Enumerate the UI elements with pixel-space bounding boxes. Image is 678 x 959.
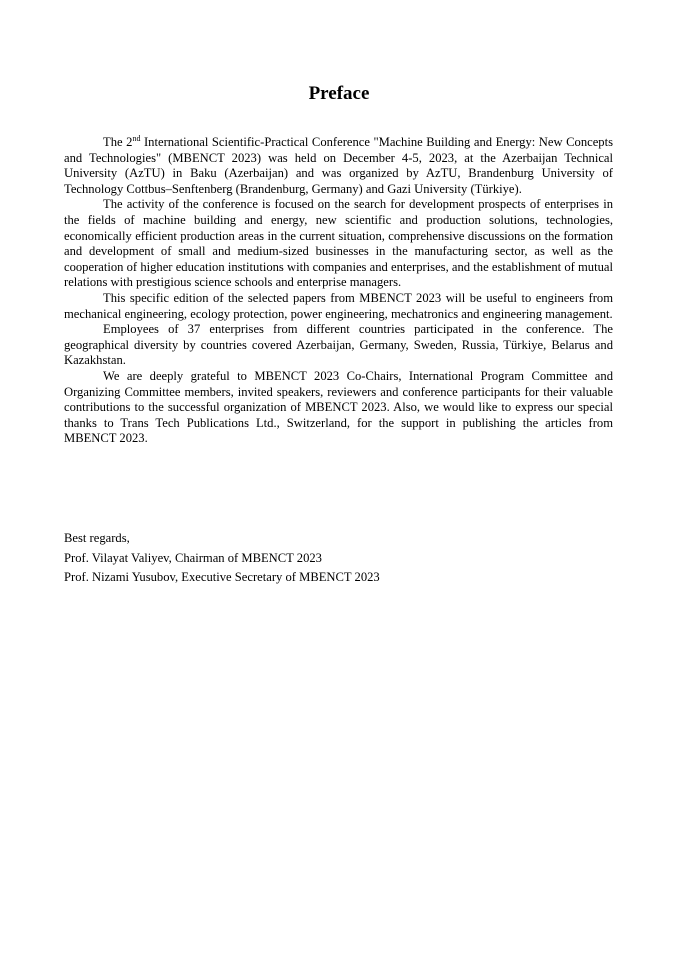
signature-block bbox=[64, 529, 613, 588]
paragraph-text: International Scientific-Practical Conference "Machine Building and Energy: New Concepts and Technologies" (MBENCT 2023) was held on December 4-5, 2023, at the Azerbaijan Technical University (AzTU) in Baku (Azerbaijan) and was organized by AzTU, Brandenburg University of Technology Cottbus–Senftenberg (Brandenburg, Germany) and Gazi University (Türkiye). bbox=[64, 135, 613, 196]
paragraph-edition-usefulness: This specific edition of the selected papers from MBENCT 2023 will be useful to engineers from mechanical engineering, ecology protection, power engineering, mechatronics and engineering management. bbox=[64, 290, 613, 321]
paragraph-conference-focus: The activity of the conference is focused on the search for development prospects of enterprises in the fields of machine building and energy, new scientific and production solutions, technologies, economically efficient production areas in the current situation, comprehensive discussions on the formation and development of small and medium-sized businesses in the manufacturing sector, as well as the cooperation of higher education institutions with companies and enterprises, and the establishment of mutual relations with prestigious science schools and enterprise managers. bbox=[64, 197, 613, 290]
signer-chairman: Prof. Vilayat Valiyev, Chairman of MBENCT 2023 bbox=[64, 550, 322, 565]
preface-body bbox=[64, 135, 613, 447]
paragraph-conference-overview bbox=[64, 135, 613, 197]
ordinal-suffix: nd bbox=[132, 134, 141, 143]
signer-secretary: Prof. Nizami Yusubov, Executive Secretary of MBENCT 2023 bbox=[64, 570, 380, 584]
paragraph-acknowledgements: We are deeply grateful to MBENCT 2023 Co-Chairs, International Program Committee and Organizing Committee members, invited speakers, reviewers and conference participants for their valuable contributions to the successful organization of MBENCT 2023. Also, we would like to express our special thanks to Trans Tech Publications Ltd., Switzerland, for the support in publishing the articles from MBENCT 2023. bbox=[64, 368, 613, 446]
paragraph-text: The 2 bbox=[103, 135, 133, 149]
page-title: Preface bbox=[308, 83, 370, 104]
paragraph-participants: Employees of 37 enterprises from different countries participated in the conference. The geographical diversity by countries covered Azerbaijan, Germany, Sweden, Russia, Türkiye, Belarus and Kazakhstan. bbox=[64, 322, 613, 368]
closing-line: Best regards, bbox=[64, 531, 130, 545]
